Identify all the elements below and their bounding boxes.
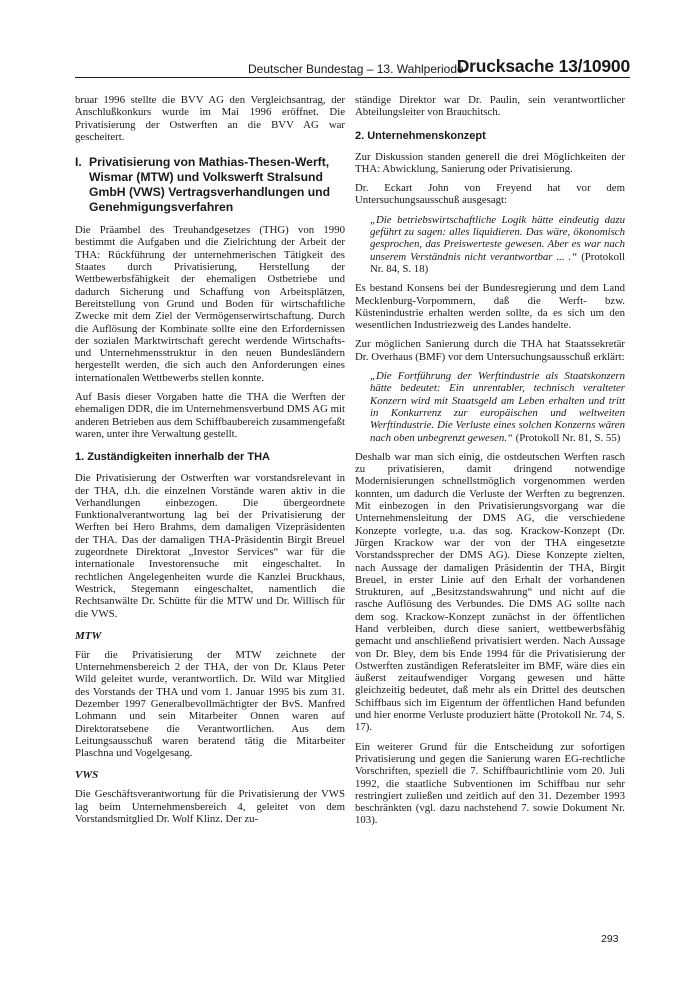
section-title: Privatisierung von Mathias-Thesen-Werft, Wismar (MTW) und Volkswerft Stralsund GmbH (VWS) Vertragsverhandlungen und Genehmigungsverfahren — [89, 155, 331, 215]
subheading-mtw: MTW — [75, 629, 102, 642]
paragraph-zustaendigkeiten: Die Privatisierung der Ostwerften war vorstandsrelevant in der THA, d.h. die einzelnen Vorstände waren aktiv in die Verhandlungen einbezogen. Die übergeordnete Funktionalverantwortung lag bei der Privatisierung der Werften bei Hero Brahms, dem damaligen Vizepräsidenten der THA. Das der damaligen THA-Präsidentin Birgit Breuel zugeordnete Direktorat „Investor Services“ war für die internationale Investorensuche mit eingeschaltet. In rechtlichen Angelegenheiten wurde die Kanzlei Bruckhaus, Westrick, Stegemann eingeschaltet, namentlich die Rechtsanwälte Dr. Schütte für die MTW und Dr. Willisch für die VWS. — [75, 472, 345, 620]
paragraph-mtw: Für die Privatisierung der MTW zeichnete der Unternehmensbereich 2 der THA, der von Dr. Klaus Peter Wild geleitet wurde, verantwortlich. Dr. Wild war Mitglied des Vorstands der THA und vom 1. Januar 1995 bis zum 31. Dezember 1997 Generalbevollmächtigter der BvS. Manfred Lohmann und sein Mitarbeiter Onnen waren auf Direktoratsebene die Verantwortlichen. Aus dem Leitungsausschuß waren beratend tätig die Mitarbeiter Plaschna und Vogelgesang. — [75, 648, 345, 760]
quote-john-von-freyend — [355, 214, 625, 275]
quote-text: „Die betriebswirtschaftliche Logik hätte eindeutig dazu geführt zu sagen: alles liquidieren. Das wäre, ökonomisch gesprochen, das Preiswerteste gewesen. Aber es war nach unserem Verständnis nicht verantwortbar ... .“ — [370, 213, 625, 263]
subheading-vws: VWS — [75, 769, 99, 782]
paragraph-moeglichkeiten: Zur Diskussion standen generell die drei Möglichkeiten der THA: Abwicklung, Sanierung oder Privatisierung. — [355, 150, 625, 175]
page-header — [75, 55, 630, 79]
quote-reference: (Protokoll Nr. 81, S. 55) — [515, 431, 621, 444]
paragraph-eg-recht: Ein weiterer Grund für die Entscheidung zur sofortigen Privatisierung und gegen die Sanierung waren EG-rechtliche Vorschriften, speziell die 7. Schiffbaurichtlinie vom 20. Juli 1992, die staatliche Subventionen im Schiffbau nur sehr restringiert zuließen und zeitlich auf den 31. Dezember 1993 beschränkten (vgl. dazu nachstehend 7. sowie Dokument Nr. 103). — [355, 740, 625, 827]
subheading-unternehmenskonzept: 2. Unternehmenskonzept — [355, 129, 486, 142]
paragraph-direktor: ständige Direktor war Dr. Paulin, sein verantwortlicher Abteilungsleiter von Brauchitsch. — [355, 94, 625, 119]
quote-overhaus — [355, 370, 625, 444]
header-rule — [75, 77, 630, 78]
quote-reference: (Protokoll Nr. 84, S. 18) — [370, 250, 625, 275]
quote-text: „Die Fortführung der Werftindustrie als Staatskonzern hätte bedeutet: Ein unrentabler, technisch veralteter Konzern wird mit Staatsgeld am Leben erhalten und tritt in Konkurrenz zur europäischen und weltweiten Werftindustrie. Die Verluste eines solchen Konzerns wären nach oben unbegrenzt gewesen.“ — [370, 370, 625, 444]
section-number: I. — [75, 155, 82, 170]
paragraph-overhaus: Zur möglichen Sanierung durch die THA hat Staatssekretär Dr. Overhaus (BMF) vor dem Untersuchungsausschuß erklärt: — [355, 338, 625, 363]
subheading-zustaendigkeiten: 1. Zuständigkeiten innerhalb der THA — [75, 451, 270, 464]
left-column — [75, 94, 345, 832]
header-doc-number: Drucksache 13/10900 — [456, 56, 630, 76]
paragraph-john-von-freyend: Dr. Eckart John von Freyend hat vor dem Untersuchungsausschuß ausgesagt: — [355, 182, 625, 207]
right-column — [355, 94, 625, 834]
header-period: Deutscher Bundestag – 13. Wahlperiode — [248, 62, 464, 76]
paragraph-vws: Die Geschäftsverantwortung für die Privatisierung der VWS lag beim Unternehmensbereich 4, geleitet von dem Vorstandsmitglied Dr. Wolf Klinz. Der zu- — [75, 788, 345, 826]
left-intro-paragraph: bruar 1996 stellte die BVV AG den Vergleichsantrag, der Anschlußkonkurs wurde im Mai 1996 eröffnet. Die Privatisierung der Ostwerften an die BVV AG war gescheitert. — [75, 94, 345, 143]
page-number: 293 — [601, 933, 619, 945]
paragraph-praeambel: Die Präambel des Treuhandgesetzes (THG) von 1990 bestimmt die Aufgaben und die Zielrichtung der Arbeit der THA: Rückführung der unternehmerischen Tätigkeit des Staates durch Privatisierung, Herstellung der Wettbewerbsfähigkeit der ehemaligen Ostbetriebe und dadurch Sicherung und Schaffung von Arbeitsplätzen, Bereitstellung von Grund und Boden für wirtschaftliche Zwecke mit dem Ziel der Vermögenserwirtschaftung. Durch die Auflösung der Kombinate sollte eine den Erfordernissen der sozialen Marktwirtschaft gerecht werdende Wirtschafts- und Unternehmensstruktur in den neuen Bundesländern hergestellt werden, die sich auch den Anforderungen eines internationalen Wettbewerbs stellen konnte. — [75, 224, 345, 384]
section-heading-privatisierung — [75, 155, 345, 215]
paragraph-vorgaben: Auf Basis dieser Vorgaben hatte die THA die Werften der ehemaligen DDR, die im Unternehmensverbund DMS AG mit anderen Betrieben aus dem Schiffbaubereich zusammengefaßt waren, unter ihre Verwaltung gestellt. — [75, 391, 345, 440]
paragraph-konsens: Es bestand Konsens bei der Bundesregierung und dem Land Mecklenburg-Vorpommern, daß die Werft- bzw. Küstenindustrie erhalten werden sollte, da es sich um den wesentlichen Industriezweig des Landes handelte. — [355, 282, 625, 332]
paragraph-privatisierung-rasch: Deshalb war man sich einig, die ostdeutschen Werften rasch zu privatisieren, damit dringend notwendige Modernisierungen schnellstmöglich vorgenommen werden konnten, um dadurch die Verluste der Werften zu begrenzen. Mit einbezogen in den Privatisierungsvorgang war die Unternehmensleitung der DMS AG, die verschiedene Konzepte vorlegte, u.a. das sog. Krackow-Konzept (Dr. Jürgen Krackow war der von der THA eingesetzte Vorstandssprecher der DMS AG). Diese Konzepte zielten, nach Aussage der damaligen Präsidentin der THA, Birgit Breuel, in erster Linie auf den Erhalt der vorhandenen Strukturen, auf „Besitzstandswahrung“ und nicht auf die rasche Auflösung des Verbundes. Die DMS AG sollte nach dem sog. Krackow-Konzept zunächst in der öffentlichen Hand verbleiben, durch diese saniert, wettbewerbsfähig gemacht und anschließend privatisiert werden. Nach Aussage von Dr. Bley, dem bis Ende 1994 für die Privatisierung der Ostwerften zuständigen Referatsleiter im BMF, wäre dies ein äußerst zeitaufwendiger Vorgang gewesen und hätte gleichzeitig bedeutet, daß mehr als ein Drittel des deutschen Schiffbaus sich im Eigentum der öffentlichen Hand befunden und hier enorme Verluste produziert hätte (Protokoll Nr. 74, S. 17). — [355, 450, 625, 734]
